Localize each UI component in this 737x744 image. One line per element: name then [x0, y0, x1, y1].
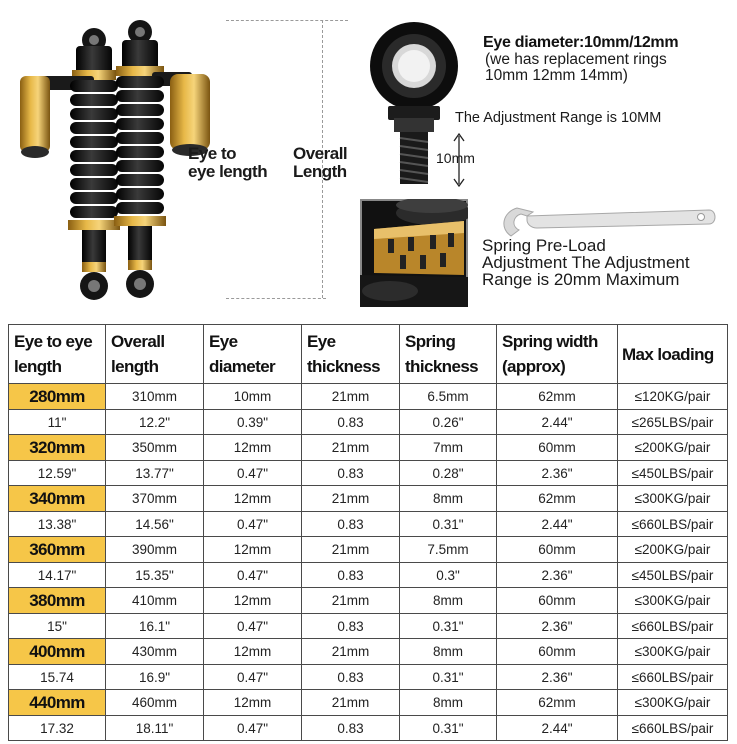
eye-to-eye-header: Eye to eye length [9, 325, 106, 384]
eye-to-eye-cell: 14.17" [9, 563, 106, 588]
spring-width-cell: 2.44" [497, 512, 618, 537]
spring-thickness-cell: 8mm [400, 486, 497, 512]
eye-thickness-cell: 21mm [302, 486, 400, 512]
eye-to-eye-cell: 12.59" [9, 461, 106, 486]
overall-length-cell: 16.1" [106, 614, 204, 639]
table-row [9, 384, 728, 410]
spring-thickness-cell: 7.5mm [400, 537, 497, 563]
eye-to-eye-cell: 340mm [9, 486, 106, 512]
spring-width-cell: 2.36" [497, 614, 618, 639]
eye-diameter-cell: 12mm [204, 486, 302, 512]
eye-to-eye-cell: 15.74 [9, 665, 106, 690]
overall-length-cell: 430mm [106, 639, 204, 665]
overall-length-cell: 390mm [106, 537, 204, 563]
table-row [9, 690, 728, 716]
spring-thickness-cell: 8mm [400, 690, 497, 716]
table-header-row [9, 325, 728, 384]
eye-thickness-cell: 0.83 [302, 614, 400, 639]
eye-thickness-header: Eye thickness [302, 325, 400, 384]
eye-diameter-cell: 12mm [204, 639, 302, 665]
spring-width-cell: 62mm [497, 690, 618, 716]
eye-to-eye-cell: 440mm [9, 690, 106, 716]
eye-to-eye-label: Eye to eye length [188, 144, 268, 181]
max-loading-cell: ≤660LBS/pair [618, 665, 728, 690]
spring-thickness-cell: 8mm [400, 639, 497, 665]
spring-thickness-cell: 0.26" [400, 410, 497, 435]
max-loading-cell: ≤120KG/pair [618, 384, 728, 410]
spring-thickness-cell: 0.31" [400, 614, 497, 639]
eye-diameter-cell: 12mm [204, 588, 302, 614]
table-row [9, 716, 728, 741]
table-row [9, 461, 728, 486]
eye-diameter-cell: 10mm [204, 384, 302, 410]
max-loading-cell: ≤200KG/pair [618, 435, 728, 461]
spring-width-cell: 60mm [497, 588, 618, 614]
eye-thickness-cell: 21mm [302, 690, 400, 716]
eye-thickness-cell: 0.83 [302, 512, 400, 537]
spring-width-cell: 60mm [497, 537, 618, 563]
eye-diameter-cell: 0.47" [204, 512, 302, 537]
eye-thickness-cell: 0.83 [302, 665, 400, 690]
spring-thickness-cell: 0.28" [400, 461, 497, 486]
spring-width-cell: 2.44" [497, 410, 618, 435]
eye-thickness-cell: 21mm [302, 537, 400, 563]
ten-mm-label: 10mm [436, 150, 475, 166]
max-loading-cell: ≤660LBS/pair [618, 716, 728, 741]
overall-length-cell: 18.11" [106, 716, 204, 741]
table-row [9, 537, 728, 563]
max-loading-cell: ≤300KG/pair [618, 588, 728, 614]
table-row [9, 435, 728, 461]
overall-length-cell: 370mm [106, 486, 204, 512]
overall-length-header: Overall length [106, 325, 204, 384]
eye-thickness-cell: 21mm [302, 588, 400, 614]
overall-length-cell: 16.9" [106, 665, 204, 690]
max-loading-cell: ≤300KG/pair [618, 639, 728, 665]
spring-width-cell: 62mm [497, 486, 618, 512]
eye-diameter-label: Eye diameter:10mm/12mm [483, 34, 679, 51]
max-loading-cell: ≤200KG/pair [618, 537, 728, 563]
eye-diameter-header: Eye diameter [204, 325, 302, 384]
overall-length-cell: 14.56" [106, 512, 204, 537]
eye-diameter-cell: 0.47" [204, 665, 302, 690]
eye-thickness-cell: 0.83 [302, 716, 400, 741]
spring-width-cell: 62mm [497, 384, 618, 410]
overall-length-cell: 310mm [106, 384, 204, 410]
table-row [9, 639, 728, 665]
max-loading-cell: ≤450LBS/pair [618, 563, 728, 588]
eye-thickness-cell: 0.83 [302, 461, 400, 486]
eye-to-eye-cell: 15" [9, 614, 106, 639]
eye-to-eye-cell: 13.38" [9, 512, 106, 537]
table-row [9, 563, 728, 588]
overall-length-cell: 13.77" [106, 461, 204, 486]
spring-width-cell: 2.36" [497, 461, 618, 486]
overall-length-cell: 410mm [106, 588, 204, 614]
max-loading-header: Max loading [618, 325, 728, 384]
eye-thickness-cell: 21mm [302, 639, 400, 665]
eye-diameter-cell: 0.47" [204, 461, 302, 486]
eye-to-eye-cell: 11" [9, 410, 106, 435]
eye-diameter-cell: 0.47" [204, 563, 302, 588]
max-loading-cell: ≤300KG/pair [618, 486, 728, 512]
spring-thickness-header: Spring thickness [400, 325, 497, 384]
spring-width-header: Spring width (approx) [497, 325, 618, 384]
table-row [9, 614, 728, 639]
table-row [9, 486, 728, 512]
spring-thickness-cell: 0.3" [400, 563, 497, 588]
product-info-panel [0, 0, 737, 322]
eye-diameter-cell: 0.39" [204, 410, 302, 435]
spring-thickness-cell: 7mm [400, 435, 497, 461]
eye-diameter-cell: 12mm [204, 537, 302, 563]
eye-diameter-cell: 0.47" [204, 716, 302, 741]
eye-to-eye-cell: 380mm [9, 588, 106, 614]
spring-thickness-cell: 8mm [400, 588, 497, 614]
spring-width-cell: 2.44" [497, 716, 618, 741]
spring-thickness-cell: 0.31" [400, 665, 497, 690]
eye-to-eye-cell: 320mm [9, 435, 106, 461]
max-loading-cell: ≤660LBS/pair [618, 512, 728, 537]
max-loading-cell: ≤660LBS/pair [618, 614, 728, 639]
eye-to-eye-cell: 280mm [9, 384, 106, 410]
table-row [9, 665, 728, 690]
eye-to-eye-cell: 400mm [9, 639, 106, 665]
spec-table [8, 324, 728, 741]
spring-thickness-cell: 0.31" [400, 716, 497, 741]
overall-length-cell: 15.35" [106, 563, 204, 588]
eye-diameter-cell: 0.47" [204, 614, 302, 639]
spanner-wrench-image [497, 202, 719, 240]
table-row [9, 410, 728, 435]
overall-length-cell: 460mm [106, 690, 204, 716]
spring-width-cell: 2.36" [497, 665, 618, 690]
spring-preload-photo [360, 199, 468, 307]
eye-thickness-cell: 0.83 [302, 563, 400, 588]
guide-line-bottom [226, 298, 326, 299]
spring-thickness-cell: 0.31" [400, 512, 497, 537]
max-loading-cell: ≤265LBS/pair [618, 410, 728, 435]
eye-thickness-cell: 0.83 [302, 410, 400, 435]
eye-thickness-cell: 21mm [302, 384, 400, 410]
spring-width-cell: 2.36" [497, 563, 618, 588]
overall-length-cell: 350mm [106, 435, 204, 461]
max-loading-cell: ≤450LBS/pair [618, 461, 728, 486]
replacement-rings-note: (we has replacement rings 10mm 12mm 14mm) [485, 51, 667, 84]
spring-width-cell: 60mm [497, 639, 618, 665]
eye-diameter-cell: 12mm [204, 690, 302, 716]
eye-diameter-cell: 12mm [204, 435, 302, 461]
eye-to-eye-cell: 360mm [9, 537, 106, 563]
overall-length-label: Overall Length [293, 144, 348, 181]
spring-thickness-cell: 6.5mm [400, 384, 497, 410]
overall-length-cell: 12.2" [106, 410, 204, 435]
eye-to-eye-cell: 17.32 [9, 716, 106, 741]
spring-preload-note: Spring Pre-Load Adjustment The Adjustment Range is 20mm Maximum [482, 236, 690, 289]
table-row [9, 588, 728, 614]
guide-line-top [226, 20, 348, 21]
adjustment-range-label: The Adjustment Range is 10MM [455, 110, 662, 126]
table-row [9, 512, 728, 537]
spring-width-cell: 60mm [497, 435, 618, 461]
max-loading-cell: ≤300KG/pair [618, 690, 728, 716]
eye-thickness-cell: 21mm [302, 435, 400, 461]
